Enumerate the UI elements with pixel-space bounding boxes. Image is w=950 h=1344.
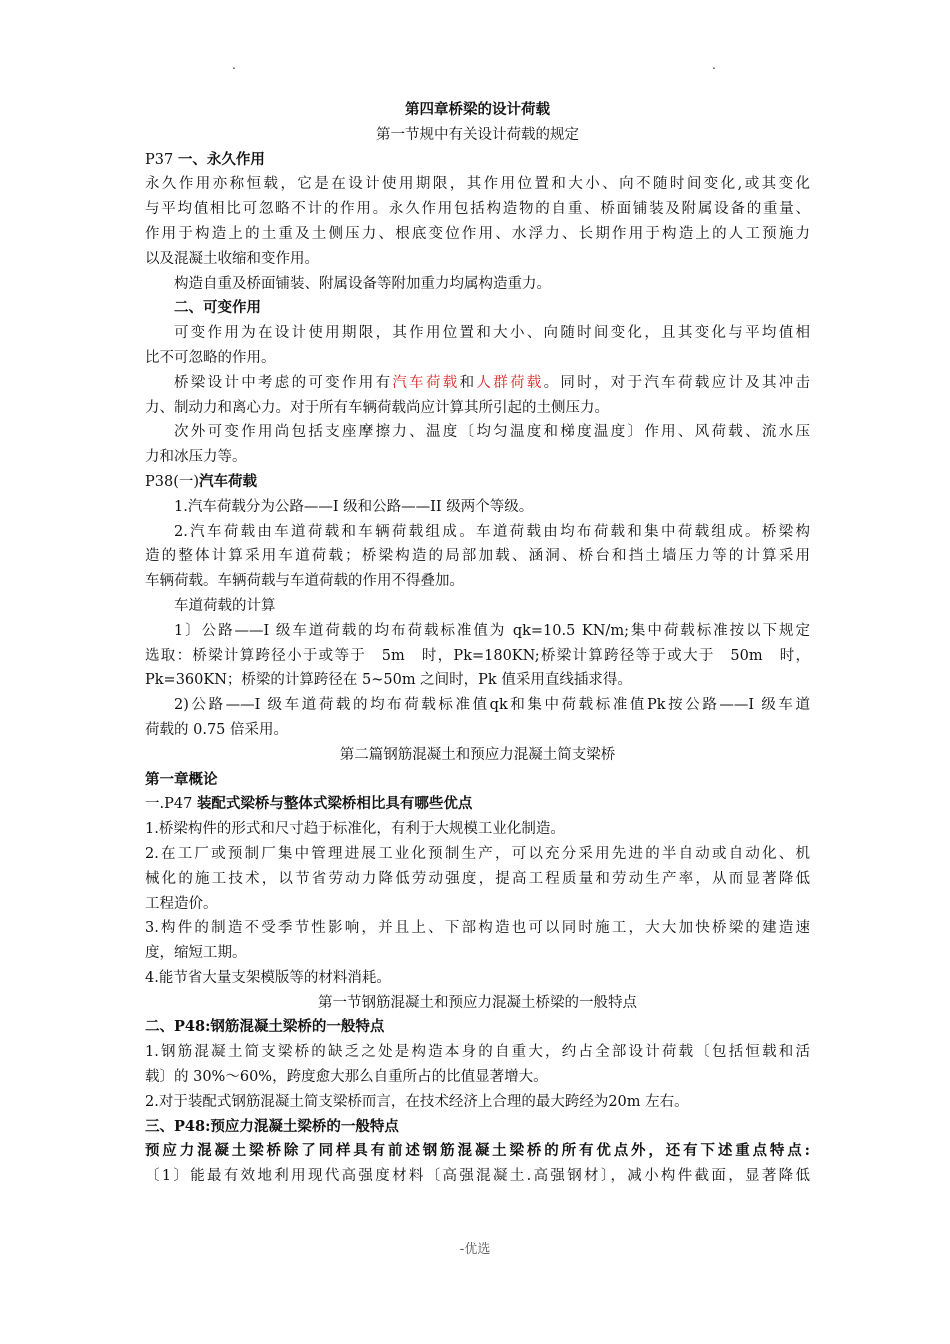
text-run: 人群荷载 (476, 374, 544, 391)
text-line-31: 2.在工厂或预制厂集中管理进展工业化预制生产，可以充分采用先进的半自动或自动化、机 (145, 845, 810, 862)
text-line-26: 荷载的 0.75 倍采用。 (145, 721, 289, 738)
text-line-35: 度，缩短工期。 (145, 945, 247, 962)
text-line-33: 工程造价。 (145, 895, 218, 912)
text-line-43: 预应力混凝土梁桥除了同样具有前述钢筋混凝土梁桥的所有优点外，还有下述重点特点: (145, 1142, 810, 1160)
text-line-17: 1.汽车荷载分为公路——I 级和公路——II 级两个等级。 (174, 498, 534, 515)
text-run: 。同时，对于汽车荷载应计及其冲击 (543, 374, 810, 391)
text-line-22: 1〕公路——I 级车道荷载的均布荷载标准值为 qk=10.5 KN/m;集中荷载标准按以下规定 (174, 622, 810, 639)
text-line-3 (145, 148, 810, 173)
text-line-42: 三、P48:预应力混凝土梁桥的一般特点 (145, 1117, 399, 1135)
text-line-9: 二、可变作用 (174, 299, 261, 317)
text-line-7: 以及混凝土收缩和变作用。 (145, 250, 319, 267)
text-line-41: 2.对于装配式钢筋混凝土简支梁桥而言，在技术经济上合理的最大跨经为20m 左右。 (145, 1093, 689, 1110)
header-dot-right: . (712, 58, 716, 72)
text-line-38: 二、P48:钢筋混凝土梁桥的一般特点 (145, 1018, 385, 1036)
text-run: 一、永久作用 (177, 150, 265, 168)
text-line-19: 造的整体计算采用车道荷载；桥梁构造的局部加载、涵洞、桥台和挡土墙压力等的计算采用 (145, 548, 810, 565)
text-line-21: 车道荷载的计算 (174, 597, 276, 614)
text-line-1: 第四章桥梁的设计荷载 (405, 101, 550, 118)
page-footer: -优选 (459, 1242, 491, 1257)
text-line-32: 械化的施工技术，以节省劳动力降低劳动强度，提高工程质量和劳动生产率，从而显著降低 (145, 870, 810, 887)
text-line-34: 3.构件的制造不受季节性影响，并且上、下部构造也可以同时施工，大大加快桥梁的建造速 (145, 920, 810, 937)
text-line-6: 作用于构造上的土重及土侧压力、根底变位作用、水浮力、长期作用于构造上的人工预施力 (145, 225, 810, 242)
text-line-15: 力和冰压力等。 (145, 449, 247, 466)
text-run: 装配式梁桥与整体式梁桥相比具有哪些优点 (196, 795, 473, 813)
text-line-5: 与平均值相比可忽略不计的作用。永久作用包括构造物的自重、桥面铺装及附属设备的重量、 (145, 201, 810, 218)
header-dot-left: . (232, 58, 236, 72)
text-line-39: 1.钢筋混凝土简支梁桥的缺乏之处是构造本身的自重大，约占全部设计荷载〔包括恒载和活 (145, 1044, 810, 1061)
text-line-4: 永久作用亦称恒载，它是在设计使用期限，其作用位置和大小、向不随时间变化,或其变化 (145, 176, 810, 193)
text-run: P38(一) (145, 473, 200, 490)
text-line-44: 〔1〕能最有效地利用现代高强度材料〔高强混凝土.高强钢材〕，减小构件截面，显著降低 (145, 1168, 810, 1185)
text-run: 汽车荷载 (392, 374, 460, 391)
text-line-28: 第一章概论 (145, 770, 218, 788)
text-line-37: 第一节钢筋混凝土和预应力混凝土桥梁的一般特点 (318, 994, 637, 1011)
text-line-11: 比不可忽略的作用。 (145, 349, 276, 366)
text-line-29 (145, 792, 810, 817)
text-line-14: 次外可变作用尚包括支座摩擦力、温度〔均匀温度和梯度温度〕作用、风荷载、流水压 (174, 424, 810, 441)
text-run: 一.P47 (145, 796, 197, 813)
text-line-20: 车辆荷载。车辆荷载与车道荷载的作用不得叠加。 (145, 573, 464, 590)
text-run: 和 (459, 374, 477, 391)
document-body (145, 98, 810, 1189)
text-line-2: 第一节规中有关设计荷载的规定 (376, 126, 579, 143)
text-line-30: 1.桥梁构件的形式和尺寸趋于标准化，有利于大规模工业化制造。 (145, 821, 565, 838)
text-line-23: 选取：桥梁计算跨径小于或等于 5m 时，Pk=180KN;桥梁计算跨径等于或大于 50m 时， (145, 647, 810, 664)
text-run: P37 (145, 151, 178, 168)
text-line-40: 载〕的 30%～60%，跨度愈大那么自重所占的比值显著增大。 (145, 1069, 548, 1086)
text-line-12 (145, 371, 810, 396)
text-line-24: Pk=360KN；桥梁的计算跨径在 5~50m 之间时，Pk 值采用直线插求得。 (145, 672, 632, 689)
text-line-8: 构造自重及桥面铺装、附属设备等附加重力均属构造重力。 (174, 275, 551, 292)
text-line-27: 第二篇钢筋混凝土和预应力混凝土简支梁桥 (339, 746, 616, 763)
text-run: 汽车荷载 (199, 472, 258, 490)
text-line-25: 2)公路——I 级车道荷载的均布荷载标准值qk和集中荷载标准值Pk按公路——I 级车道 (174, 697, 810, 714)
text-run: 桥梁设计中考虑的可变作用有 (174, 374, 393, 391)
text-line-10: 可变作用为在设计使用期限，其作用位置和大小、向随时间变化，且其变化与平均值相 (174, 325, 810, 342)
text-line-16 (145, 470, 810, 495)
text-line-13: 力、制动力和离心力。对于所有车辆荷载尚应计算其所引起的土侧压力。 (145, 399, 609, 416)
text-line-36: 4.能节省大量支架模版等的材料消耗。 (145, 969, 391, 986)
text-line-18: 2.汽车荷载由车道荷载和车辆荷载组成。车道荷载由均布荷载和集中荷载组成。桥梁构 (174, 523, 810, 540)
